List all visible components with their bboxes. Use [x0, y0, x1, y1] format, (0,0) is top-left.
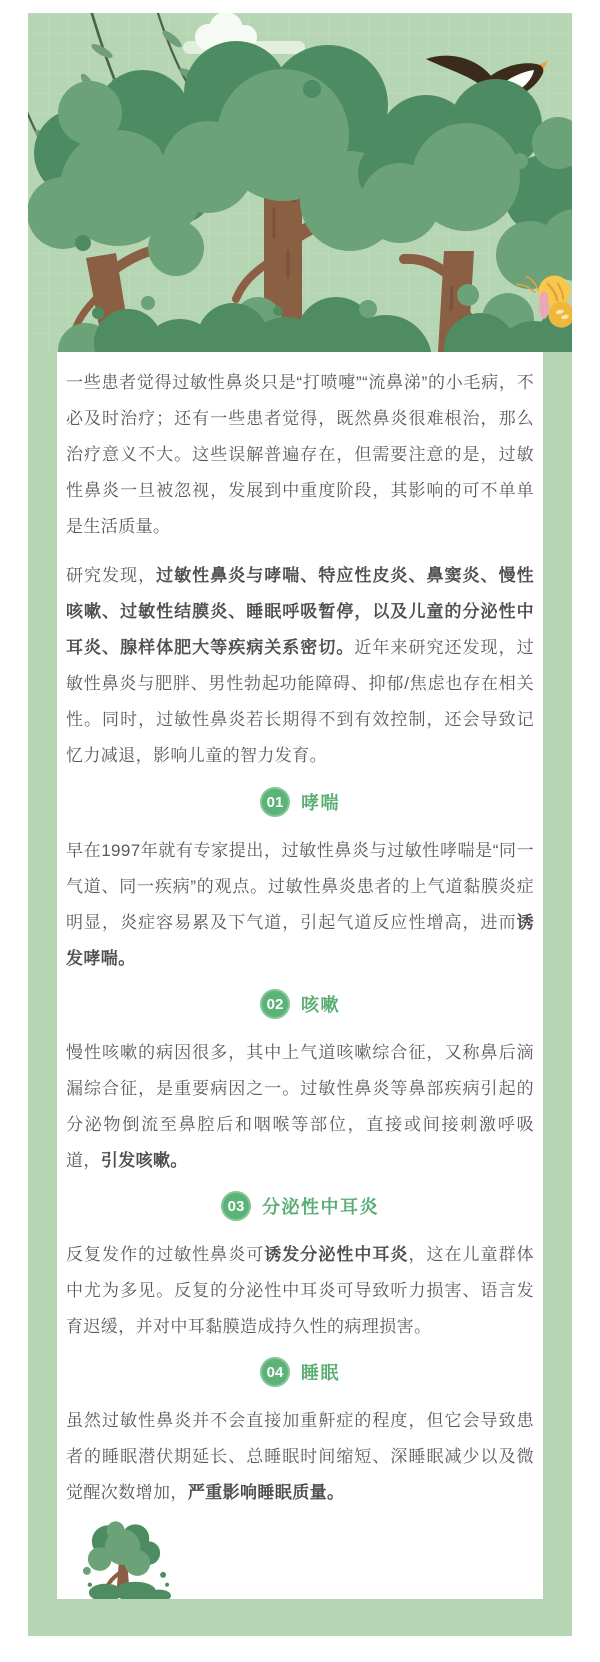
body-text: 反复发作的过敏性鼻炎可 [66, 1245, 265, 1264]
section-paragraph [66, 1035, 534, 1179]
section-title: 睡眠 [301, 1363, 340, 1383]
article-page [0, 13, 600, 1662]
body-text: ，这在儿童群体中尤为多见。反复的分泌性中耳炎可导致听力损害、语言发育迟缓，并对中耳黏膜造成持久性的病理损害。 [66, 1245, 534, 1336]
body-text: 研究发现， [66, 566, 157, 585]
body-text: 慢性咳嗽的病因很多，其中上气道咳嗽综合征，又称鼻后滴漏综合征，是重要病因之一。过敏性鼻炎等鼻部疾病引起的分泌物倒流至鼻腔后和咽喉等部位，直接或间接刺激呼吸道， [66, 1043, 534, 1170]
section-number-badge: 02 [260, 989, 290, 1019]
section-heading [66, 989, 534, 1019]
emphasis-text: 引发咳嗽。 [100, 1151, 188, 1170]
body-text: 一些患者觉得过敏性鼻炎只是“打喷嚏”“流鼻涕”的小毛病，不必及时治疗；还有一些患者觉得，既然鼻炎很难根治，那么治疗意义不大。这些误解普遍存在，但需要注意的是，过敏性鼻炎一旦被忽视，发展到中重度阶段，其影响的可不单单是生活质量。 [66, 373, 534, 536]
section [66, 787, 534, 977]
section-paragraph [66, 1237, 534, 1345]
content-card [57, 352, 543, 1599]
section-title: 哮喘 [301, 793, 340, 813]
body-text: 虽然过敏性鼻炎并不会直接加重鼾症的程度，但它会导致患者的睡眠潜伏期延长、总睡眠时间缩短、深睡眠减少以及微觉醒次数增加， [66, 1411, 534, 1502]
green-panel [28, 13, 572, 1636]
section-number-badge: 04 [260, 1357, 290, 1387]
section [66, 1357, 534, 1511]
section-heading [66, 1191, 534, 1221]
section-number-badge: 03 [221, 1191, 251, 1221]
section-title: 分泌性中耳炎 [262, 1197, 379, 1217]
section-paragraph [66, 833, 534, 977]
body-text: 早在1997年就有专家提出，过敏性鼻炎与过敏性哮喘是“同一气道、同一疾病”的观点。过敏性鼻炎患者的上气道黏膜炎症明显，炎症容易累及下气道，引起气道反应性增高，进而 [66, 841, 534, 932]
section [66, 989, 534, 1179]
footer-tree-illustration [78, 1521, 172, 1599]
intro-paragraphs [66, 365, 534, 774]
header-forest-illustration [28, 13, 572, 352]
section [66, 1191, 534, 1345]
section-heading [66, 787, 534, 817]
emphasis-text: 诱发分泌性中耳炎 [264, 1245, 409, 1264]
emphasis-text: 过敏性鼻炎与哮喘、特应性皮炎、鼻窦炎、慢性咳嗽、过敏性结膜炎、睡眠呼吸暂停，以及儿童的分泌性中耳炎、腺样体肥大等疾病关系密切。 [66, 566, 534, 657]
body-text: 近年来研究还发现，过敏性鼻炎与肥胖、男性勃起功能障碍、抑郁/焦虑也存在相关性。同时，过敏性鼻炎若长期得不到有效控制，还会导致记忆力减退，影响儿童的智力发育。 [66, 638, 535, 765]
emphasis-text: 严重影响睡眠质量。 [187, 1483, 345, 1502]
section-list [66, 787, 534, 1511]
intro-paragraph [66, 558, 534, 774]
section-title: 咳嗽 [301, 995, 340, 1015]
intro-paragraph [66, 365, 534, 545]
emphasis-text: 诱发哮喘。 [66, 913, 534, 968]
section-paragraph [66, 1403, 534, 1511]
section-number-badge: 01 [260, 787, 290, 817]
section-heading [66, 1357, 534, 1387]
